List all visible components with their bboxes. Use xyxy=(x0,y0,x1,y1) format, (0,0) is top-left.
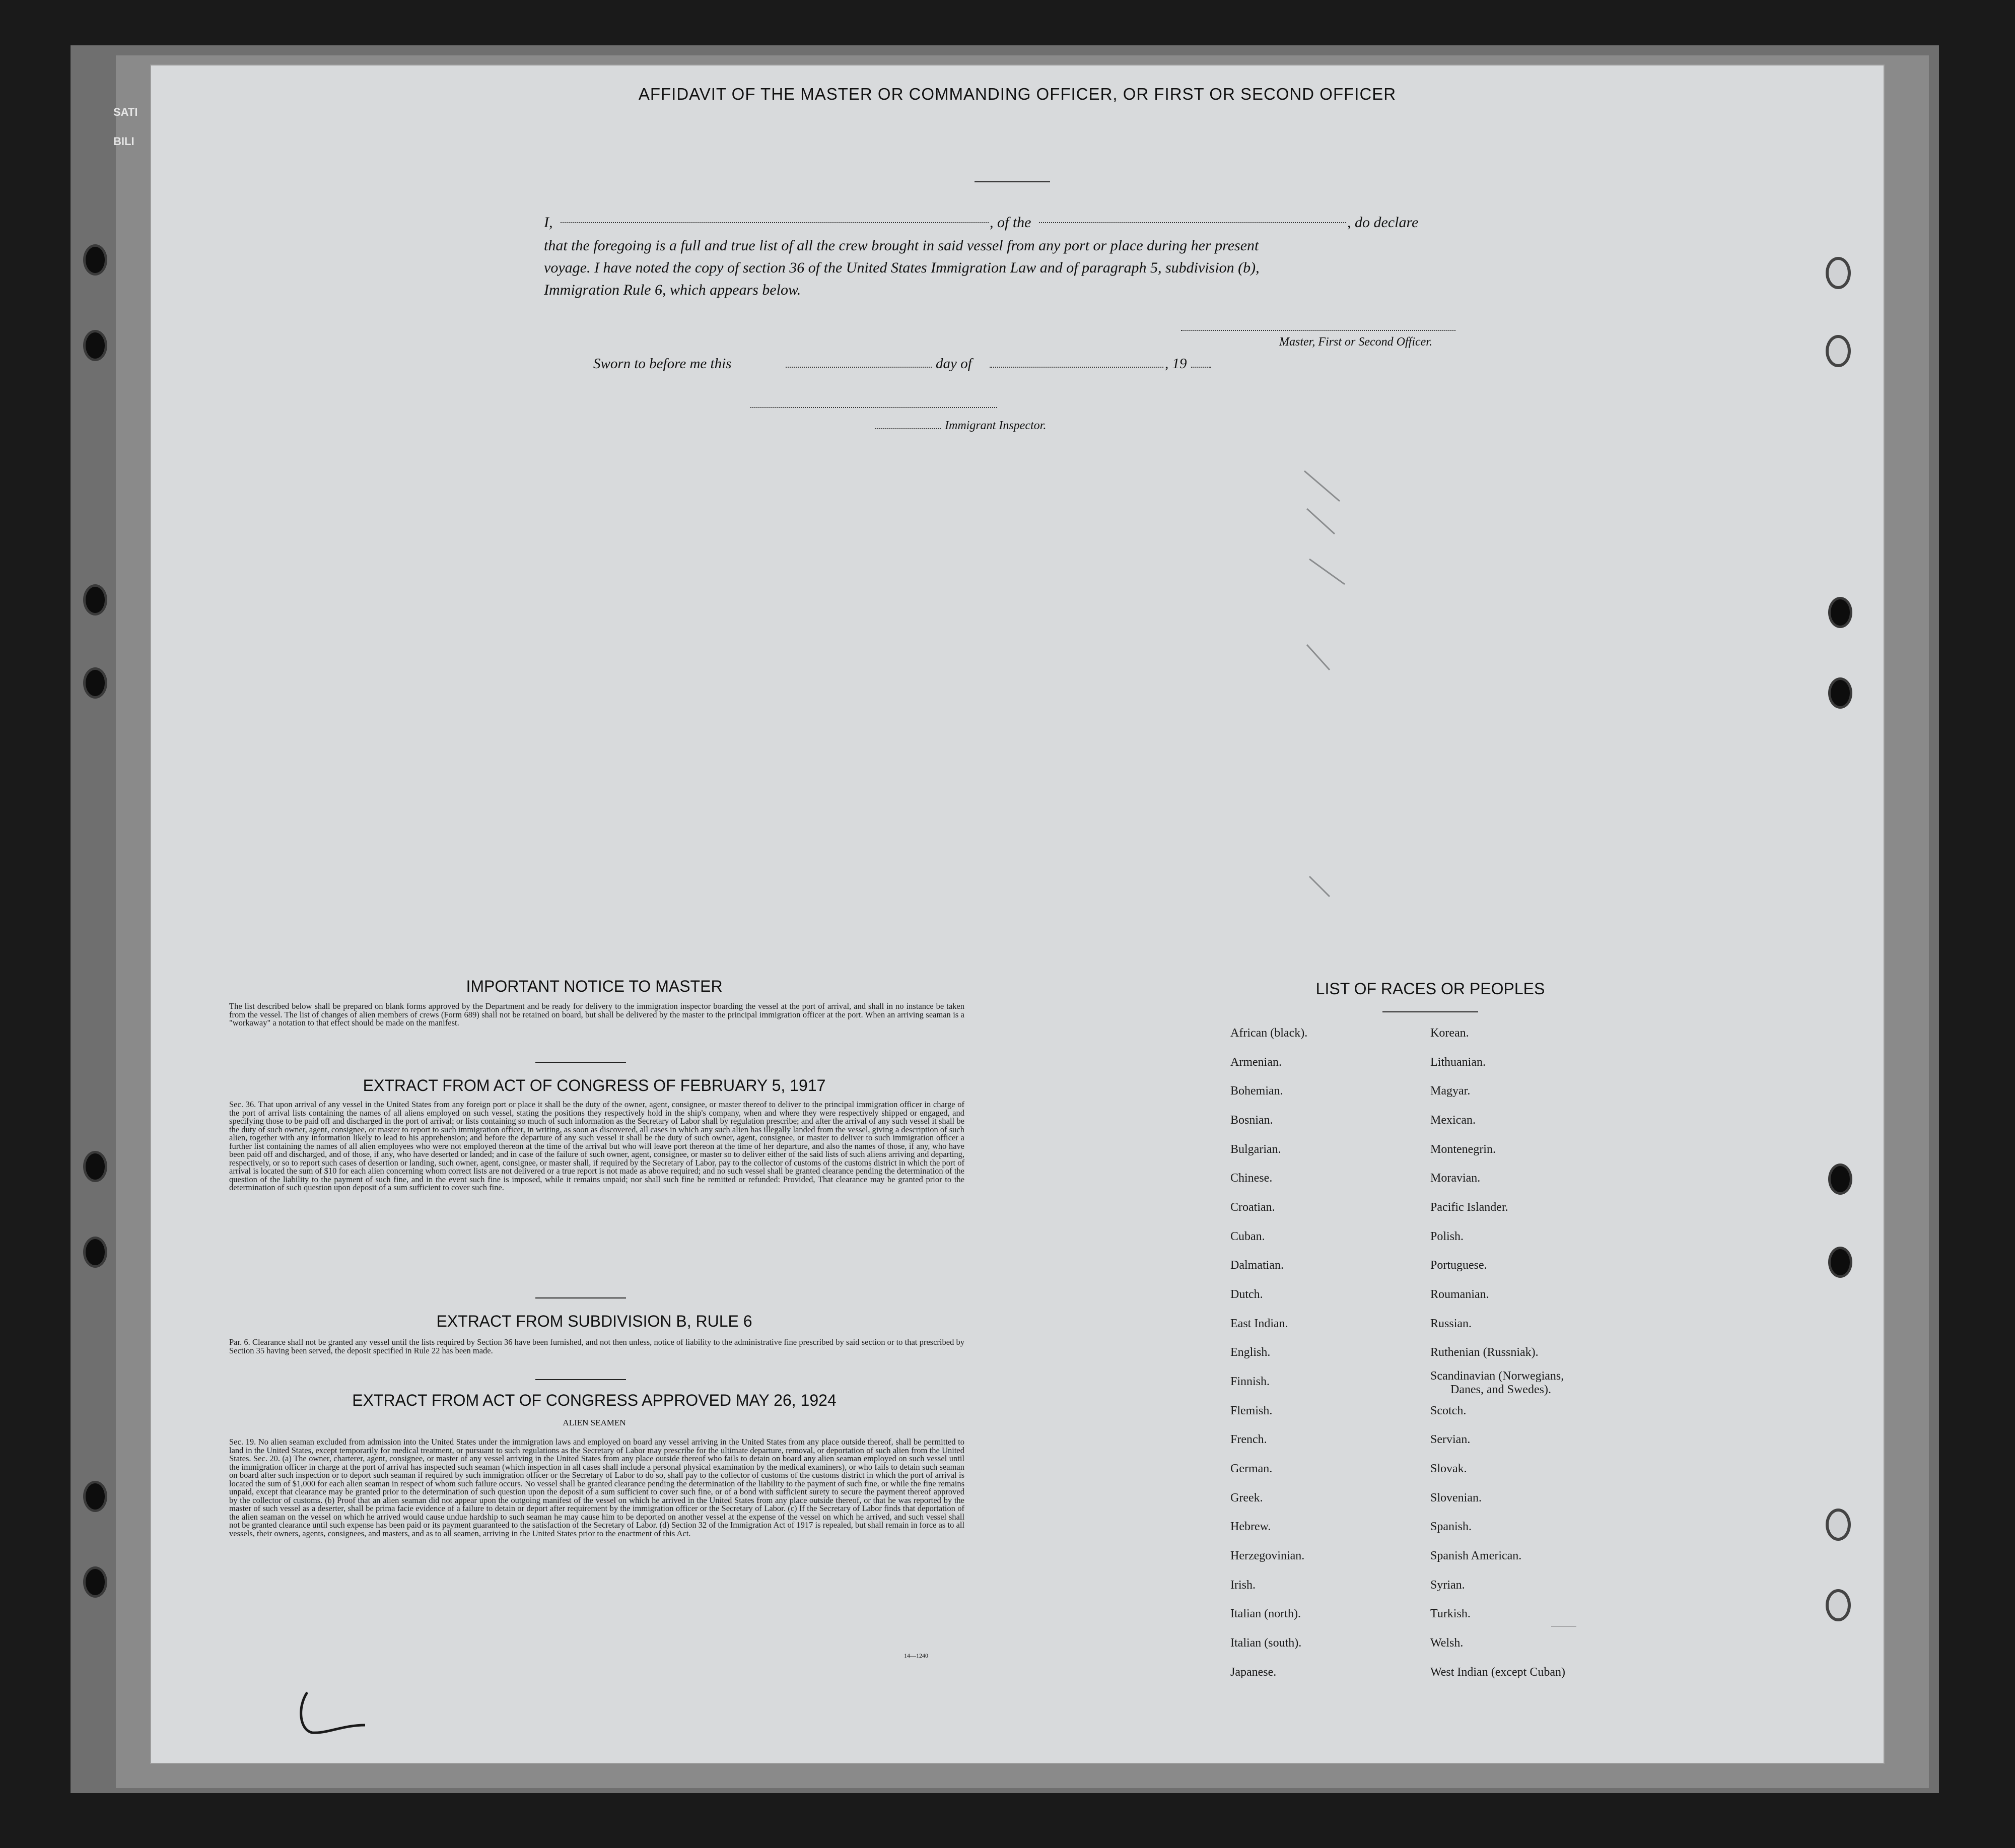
race-right: Spanish. xyxy=(1430,1520,1472,1533)
punch-hole xyxy=(83,1566,107,1598)
race-right: Polish. xyxy=(1430,1230,1464,1243)
handwritten-mark xyxy=(292,1677,373,1743)
race-right: Slovak. xyxy=(1430,1462,1467,1475)
form-number: 14—1240 xyxy=(904,1652,928,1659)
punch-hole xyxy=(83,667,107,699)
race-right: Magyar. xyxy=(1430,1084,1471,1098)
race-right: Welsh. xyxy=(1430,1636,1464,1650)
race-left: Flemish. xyxy=(1230,1404,1273,1417)
officer-caption: Master, First or Second Officer. xyxy=(1279,335,1432,349)
declaration-line-1: that the foregoing is a full and true list of all the crew brought in said vessel from any port or place during her present xyxy=(544,237,1259,254)
race-left: Bohemian. xyxy=(1230,1084,1283,1098)
punch-hole xyxy=(83,1151,107,1182)
race-right: Roumanian. xyxy=(1430,1288,1489,1301)
race-left: Greek. xyxy=(1230,1491,1263,1504)
race-right: Russian. xyxy=(1430,1317,1472,1330)
section-divider xyxy=(535,1379,626,1380)
i-label: I, xyxy=(544,214,553,231)
extract-1924-title: EXTRACT FROM ACT OF CONGRESS APPROVED MAY 26, 1924 xyxy=(352,1391,837,1409)
punch-hole xyxy=(1828,677,1852,709)
declaration-line-2: voyage. I have noted the copy of section 36 of the United States Immigration Law and of paragraph 5, subdivision (b), xyxy=(544,259,1260,276)
race-left: African (black). xyxy=(1230,1026,1308,1040)
race-right: Mexican. xyxy=(1430,1114,1476,1127)
notice-text: The list described below shall be prepared on blank forms approved by the Department and be ready for delivery to the immigration inspector boarding the vessel at the port of arrival, and shall in no instance be taken from the vessel. The list of changes of alien members of crews (Form 689) shall not be retained on board, but shall be delivered by the master to the principal immigration officer at the port. When an arriving seaman is a "workaway" a notation to that effect should be made on the manifest. xyxy=(229,1001,964,1028)
race-right: West Indian (except Cuban) xyxy=(1430,1666,1565,1679)
title-underline xyxy=(975,181,1050,182)
race-left: German. xyxy=(1230,1462,1273,1475)
race-left: Bulgarian. xyxy=(1230,1143,1281,1156)
race-left: Bosnian. xyxy=(1230,1114,1273,1127)
notice-title: IMPORTANT NOTICE TO MASTER xyxy=(466,977,723,995)
day-of-label: day of xyxy=(936,356,972,372)
declaration-fill-line xyxy=(544,212,1501,234)
race-left: French. xyxy=(1230,1433,1267,1446)
alien-seamen-subtitle: ALIEN SEAMEN xyxy=(563,1418,626,1427)
race-right: Scotch. xyxy=(1430,1404,1467,1417)
race-left: East Indian. xyxy=(1230,1317,1288,1330)
punch-hole xyxy=(1826,335,1851,367)
race-left: Italian (north). xyxy=(1230,1607,1301,1620)
race-left: Finnish. xyxy=(1230,1375,1270,1388)
race-right: Montenegrin. xyxy=(1430,1143,1496,1156)
race-left: Croatian. xyxy=(1230,1201,1275,1214)
punch-hole xyxy=(1826,1589,1851,1621)
affidavit-title: AFFIDAVIT OF THE MASTER OR COMMANDING OFFICER, OR FIRST OR SECOND OFFICER xyxy=(638,85,1397,103)
race-right-continuation: Danes, and Swedes). xyxy=(1450,1383,1551,1396)
punch-hole xyxy=(83,330,107,361)
extract-1917-title: EXTRACT FROM ACT OF CONGRESS OF FEBRUARY 5, 1917 xyxy=(363,1076,826,1094)
race-left: Armenian. xyxy=(1230,1056,1282,1069)
races-title: LIST OF RACES OR PEOPLES xyxy=(1315,980,1545,998)
punch-hole xyxy=(1828,1247,1852,1278)
extract-rule6-title: EXTRACT FROM SUBDIVISION B, RULE 6 xyxy=(436,1312,752,1330)
edge-label-2: BILI xyxy=(113,135,134,148)
name-blank[interactable] xyxy=(561,222,989,223)
punch-hole xyxy=(1826,1509,1851,1541)
punch-hole xyxy=(1826,257,1851,289)
race-right: Korean. xyxy=(1430,1026,1469,1040)
race-right: Syrian. xyxy=(1430,1579,1465,1592)
race-right: Turkish. xyxy=(1430,1607,1471,1620)
sworn-month-blank[interactable] xyxy=(990,367,1163,368)
extract-1917-text: Sec. 36. That upon arrival of any vessel in the United States from any foreign port or place it shall be the duty of the owner, agent, consignee, or master thereof to deliver to the principal immigration officer in charge of the port of arrival lists containing the names of all aliens employed on such vessel, stating the positions they respectively hold in the ship's company, when and where they were respectively shipped or engaged, and specifying those to be paid off and discharged in the port of arrival; or lists containing so much of such information as the Secretary of Labor shall by regulation prescribe; and after the arrival of any such vessel it shall be the duty of such owner, agent, consignee, or master to report to such immigration officer, in writing, as soon as discovered, all cases in which any such alien has illegally landed from the vessel, giving a description of such alien, together with any information likely to lead to his apprehension; and before the departure of any such vessel it shall be the duty of such owner, agent, consignee, or master to deliver to such immigration officer a further list containing the names of all alien employees who were not employed thereon at the time of the arrival but who will leave port thereon at the time of her departure, and also the names of those, if any, who have been paid off and discharged, and of those, if any, who have deserted or landed; and in case of the failure of such owner, agent, consignee, or master so to deliver either of the said lists of such aliens arriving and departing, respectively, or so to report such cases of desertion or landing, such owner, agent, consignee, or master shall, if required by the Secretary of Labor, pay to the collector of customs of the customs district in which the port of arrival is located the sum of $10 for each alien concerning whom correct lists are not delivered or a true report is not made as above required; and no such vessel shall be granted clearance pending the determination of the question of the liability to the payment of such fine, and in the event such fine is imposed, while it remains unpaid; nor shall such fine be remitted or refunded: Provided, That clearance may be granted prior to the determination of such question upon deposit of a sum sufficient to cover such fine. xyxy=(229,1100,964,1192)
race-right: Ruthenian (Russniak). xyxy=(1430,1346,1539,1359)
extract-rule6-text: Par. 6. Clearance shall not be granted any vessel until the lists required by Section 36 have been furnished, and not then unless, notice of liability to the administrative fine prescribed by said section or to that prescribed by Section 35 having been served, the deposit specified in Rule 22 has been made. xyxy=(229,1337,964,1355)
race-right: Moravian. xyxy=(1430,1172,1481,1185)
year-label: , 19 xyxy=(1165,356,1187,372)
race-right: Servian. xyxy=(1430,1433,1471,1446)
edge-label-1: SATI xyxy=(113,106,138,118)
race-left: Hebrew. xyxy=(1230,1520,1271,1533)
race-right: Spanish American. xyxy=(1430,1549,1522,1562)
race-left: Herzegovinian. xyxy=(1230,1549,1305,1562)
race-left: Dutch. xyxy=(1230,1288,1263,1301)
extract-1924-text: Sec. 19. No alien seaman excluded from admission into the United States under the immigration laws and employed on board any vessel arriving in the United States from any place outside thereof, shall be permitted to land in the United States, except temporarily for medical treatment, or pursuant to such regulations as the Secretary of Labor may prescribe for the ultimate departure, removal, or deportation of such alien from the United States. Sec. 20. (a) The owner, charterer, agent, consignee, or master of any vessel arriving in the United States from any place outside thereof who fails to detain on board any alien seaman employed on such vessel until the immigration officer in charge at the port of arrival has inspected such seaman (which inspection in all cases shall include a personal physical examination by the medical examiners), or who fails to detain such seaman on board after such inspection or to deport such seaman if required by such immigration officer or the Secretary of Labor to do so, shall pay to the collector of customs of the customs district in which the port of arrival is located the sum of $1,000 for each alien seaman in respect of whom such failure occurs. No vessel shall be granted clearance pending the determination of the liability to the payment of such fine, or while the fine remains unpaid, except that clearance may be granted prior to the determination of such question upon the deposit of a sum sufficient to cover such fine, or of a bond with sufficient surety to secure the payment thereof approved by the collector of customs. (b) Proof that an alien seaman did not appear upon the outgoing manifest of the vessel on which he arrived in the United States from any place outside thereof, or that he was reported by the master of such vessel as a deserter, shall be prima facie evidence of a failure to detain or deport after requirement by the immigration officer or the Secretary of Labor. (c) If the Secretary of Labor finds that deportation of the alien seaman on the vessel on which he arrived would cause undue hardship to such seaman he may cause him to be deported on another vessel at the expense of the vessel on which he arrived, and such vessel shall not be granted clearance until such expense has been paid or its payment guaranteed to the satisfaction of the Secretary of Labor. (d) Section 32 of the Immigration Act of 1917 is repealed, but shall remain in force as to all vessels, their owners, agents, consignees, and masters, and as to all seamen, arriving in the United States prior to the enactment of this Act. xyxy=(229,1437,964,1538)
race-left: Chinese. xyxy=(1230,1172,1273,1185)
section-divider xyxy=(535,1062,626,1063)
sworn-year-blank[interactable] xyxy=(1191,367,1211,368)
faint-marks xyxy=(1299,463,1360,907)
vessel-blank[interactable] xyxy=(1039,222,1346,223)
sworn-day-blank[interactable] xyxy=(786,367,932,368)
race-left: Italian (south). xyxy=(1230,1636,1302,1650)
race-right: Pacific Islander. xyxy=(1430,1201,1508,1214)
race-right: Scandinavian (Norwegians, xyxy=(1430,1370,1564,1383)
race-left: English. xyxy=(1230,1346,1271,1359)
race-right: Slovenian. xyxy=(1430,1491,1482,1504)
race-left: Cuban. xyxy=(1230,1230,1265,1243)
race-left: Dalmatian. xyxy=(1230,1259,1284,1272)
officer-signature-line[interactable] xyxy=(1181,330,1455,331)
inspector-caption: Immigrant Inspector. xyxy=(945,419,1047,432)
punch-hole xyxy=(83,1237,107,1268)
punch-hole xyxy=(1828,1163,1852,1195)
sworn-label: Sworn to before me this xyxy=(593,356,732,372)
races-title-underline xyxy=(1382,1011,1478,1012)
of-the-label: , of the xyxy=(990,214,1031,231)
do-declare-label: , do declare xyxy=(1347,214,1419,231)
race-right: Portuguese. xyxy=(1430,1259,1487,1272)
punch-hole xyxy=(83,244,107,276)
race-left: Irish. xyxy=(1230,1579,1256,1592)
section-divider xyxy=(535,1297,626,1298)
declaration-line-3: Immigration Rule 6, which appears below. xyxy=(544,282,801,298)
race-right: Lithuanian. xyxy=(1430,1056,1486,1069)
inspector-name-blank xyxy=(875,428,941,429)
punch-hole xyxy=(1828,597,1852,628)
race-left: Japanese. xyxy=(1230,1666,1277,1679)
punch-hole xyxy=(83,584,107,615)
punch-hole xyxy=(83,1481,107,1512)
inspector-signature-line[interactable] xyxy=(750,407,997,408)
